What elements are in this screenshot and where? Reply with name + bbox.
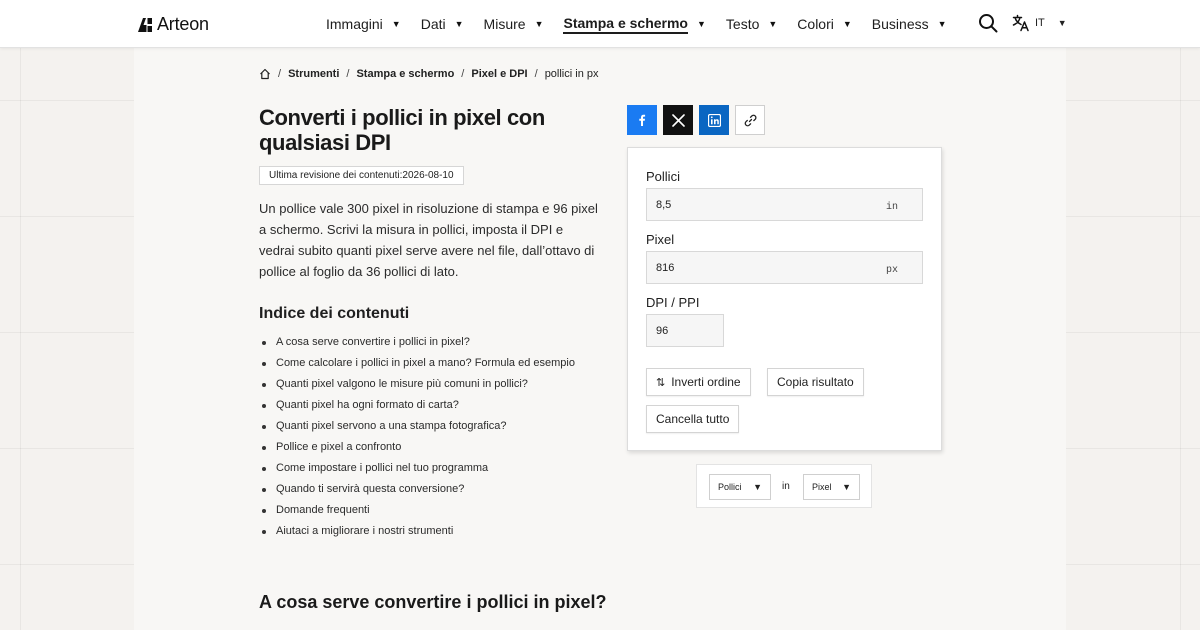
copy-link-button[interactable] [735,105,765,135]
swap-order-label: Inverti ordine [671,375,741,389]
nav-item-colori[interactable] [797,0,852,48]
facebook-icon [636,114,648,126]
nav-label: Business [871,16,929,32]
nav-item-stampa-e-schermo[interactable] [563,0,705,48]
pixel-unit: px [885,265,898,276]
nav-item-business[interactable] [872,0,947,48]
main-content [134,48,1066,630]
from-unit-select[interactable] [709,474,771,500]
toc-item[interactable]: Come calcolare i pollici in pixel a mano? Formula ed esempio [259,353,575,374]
toc-item[interactable]: Quando ti servirà questa conversione? [259,479,575,500]
nav-label: Misure [483,16,526,32]
page-title: Converti i pollici in pixel con qualsiasi DPI [259,105,545,155]
logo-text: Arteon [157,14,209,34]
chevron-down-icon: ▼ [1057,18,1067,28]
breadcrumb [259,68,599,80]
linkedin-icon [708,114,721,127]
language-switcher[interactable] [1012,14,1067,32]
toc-item[interactable]: Pollice e pixel a confronto [259,437,575,458]
share-x-button[interactable] [663,105,693,135]
search-button[interactable] [978,13,1000,35]
dpi-field-wrapper [646,314,724,347]
home-icon[interactable] [259,68,271,80]
chevron-down-icon: ▼ [753,482,762,492]
share-buttons [627,105,765,135]
table-of-contents [259,332,575,542]
pixel-field-wrapper [646,251,923,284]
section-heading: A cosa serve convertire i pollici in pixel? [259,592,607,612]
swap-order-button[interactable] [646,368,751,396]
toc-item[interactable]: Aiutaci a migliorare i nostri strumenti [259,521,575,542]
chevron-down-icon: ▼ [842,482,851,492]
nav-label: Immagini [326,16,383,32]
toc-item[interactable]: Domande frequenti [259,500,575,521]
breadcrumb-separator: / [534,68,538,80]
chevron-down-icon: ▼ [391,19,401,29]
breadcrumb-separator: / [346,68,350,80]
link-icon [744,114,757,127]
chevron-down-icon: ▼ [768,19,778,29]
chevron-down-icon: ▼ [454,19,464,29]
revision-badge: Ultima revisione dei contenuti:2026-08-10 [259,166,464,185]
pixel-label: Pixel [646,232,675,247]
nav-label: Colori [797,16,834,32]
to-unit-value: Pixel [812,482,832,492]
site-header [0,0,1200,48]
breadcrumb-separator: / [461,68,465,80]
nav-label: Testo [725,16,760,32]
unit-selector [696,464,872,508]
toc-item[interactable]: Quanti pixel servono a una stampa fotografica? [259,416,575,437]
toc-item[interactable]: Quanti pixel valgono le misure più comuni in pollici? [259,374,575,395]
search-icon [978,13,998,33]
chevron-down-icon: ▼ [534,19,544,29]
nav-item-dati[interactable] [421,0,464,48]
chevron-down-icon: ▼ [696,19,706,29]
unit-connector: in [782,481,790,492]
x-icon [672,114,685,127]
nav-item-misure[interactable] [484,0,544,48]
nav-item-immagini[interactable] [326,0,401,48]
dpi-input[interactable] [647,315,723,346]
toc-title: Indice dei contenuti [259,305,410,322]
translate-icon [1012,14,1030,32]
logo[interactable] [137,14,209,35]
share-facebook-button[interactable] [627,105,657,135]
logo-icon [137,17,153,33]
inches-unit: in [885,202,898,213]
inches-input[interactable] [647,189,922,220]
clear-all-label: Cancella tutto [656,412,730,426]
breadcrumb-separator: / [278,68,282,80]
language-code: IT [1035,17,1045,29]
breadcrumb-item-stampa-e-schermo[interactable]: Stampa e schermo [356,68,455,80]
copy-result-button[interactable] [767,368,864,396]
breadcrumb-current: pollici in px [544,68,599,80]
chevron-down-icon: ▼ [842,19,852,29]
pixel-input[interactable] [647,252,922,283]
dpi-label: DPI / PPI [646,295,700,310]
swap-icon: ⇅ [656,376,666,389]
converter-panel [627,147,942,451]
nav-item-testo[interactable] [726,0,777,48]
share-linkedin-button[interactable] [699,105,729,135]
intro-text: Un pollice vale 300 pixel in risoluzione di stampa e 96 pixel a schermo. Scrivi la misura in pollici, imposta il DPI e vedrai subito quanti pixel serve avere nel file, dall’ottavo di pollice al foglio da 36 pollici di lato. [259,201,598,279]
inches-label: Pollici [646,169,680,184]
nav-label: Dati [420,16,446,32]
chevron-down-icon: ▼ [937,19,947,29]
to-unit-select[interactable] [803,474,860,500]
clear-all-button[interactable] [646,405,739,433]
nav-label: Stampa e schermo [563,15,688,34]
breadcrumb-item-strumenti[interactable]: Strumenti [288,68,340,80]
from-unit-value: Pollici [718,482,742,492]
copy-result-label: Copia risultato [777,375,854,389]
main-nav [326,0,967,48]
inches-field-wrapper [646,188,923,221]
toc-item[interactable]: Quanti pixel ha ogni formato di carta? [259,395,575,416]
breadcrumb-item-pixel-e-dpi[interactable]: Pixel e DPI [471,68,528,80]
toc-item[interactable]: A cosa serve convertire i pollici in pixel? [259,332,575,353]
toc-item[interactable]: Come impostare i pollici nel tuo programma [259,458,575,479]
